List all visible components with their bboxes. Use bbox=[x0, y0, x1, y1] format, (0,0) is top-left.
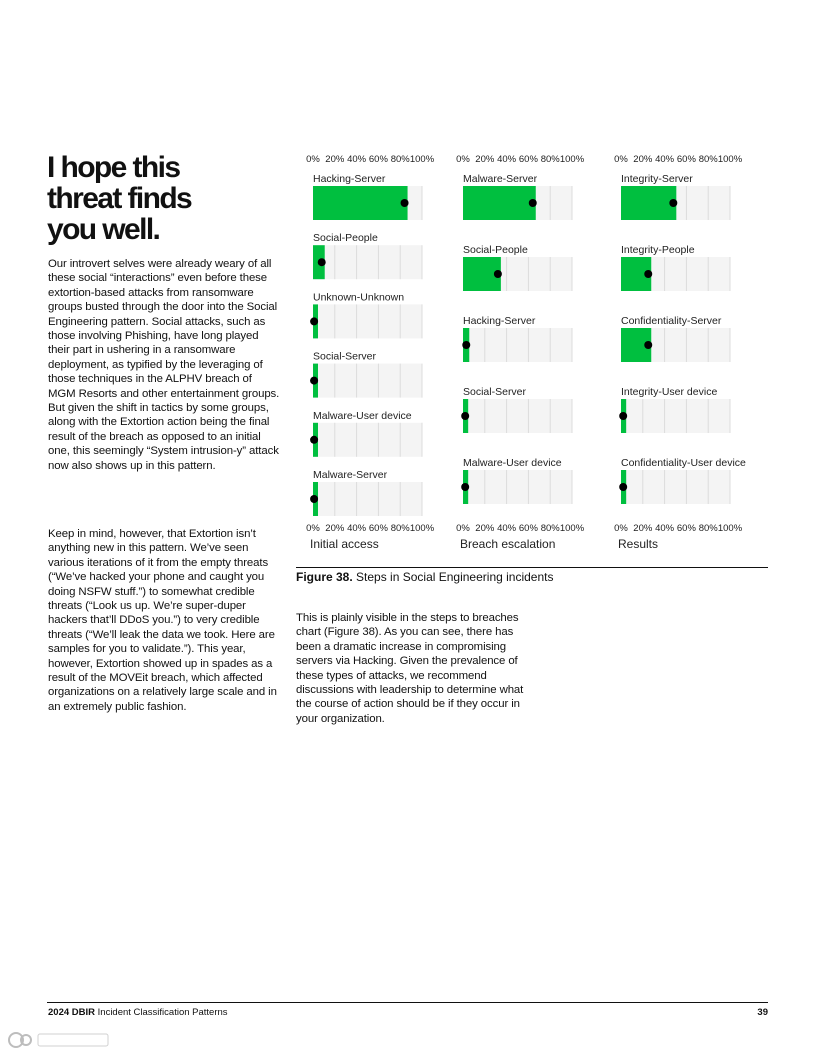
category-label: Confidentiality-User device bbox=[621, 457, 746, 469]
bar-background bbox=[313, 482, 422, 516]
x-tick-label: 80% bbox=[390, 523, 410, 534]
data-point bbox=[310, 377, 318, 385]
bar-background bbox=[313, 304, 422, 338]
chart-description: This is plainly visible in the steps to breaches chart (Figure 38). As you can see, there has been a dramatic increase in compromising servers via Hacking. Given the prevalence of these types of attacks, we recommend discussions with leadership to determine what the course of action should be if they occur in your organization. bbox=[296, 612, 524, 725]
x-tick-label: 80% bbox=[698, 154, 718, 165]
figure-caption bbox=[296, 570, 554, 584]
bar-background bbox=[621, 399, 730, 433]
x-tick-label: 20% bbox=[633, 154, 653, 165]
category-label: Malware-Server bbox=[463, 173, 538, 185]
x-tick-label: 40% bbox=[347, 523, 367, 534]
panel-title: Results bbox=[618, 537, 659, 551]
category-label: Integrity-People bbox=[621, 244, 695, 256]
x-tick-label: 60% bbox=[518, 154, 538, 165]
x-tick-label: 20% bbox=[475, 523, 495, 534]
category-label: Confidentiality-Server bbox=[621, 315, 722, 327]
x-tick-label: 40% bbox=[655, 523, 675, 534]
x-tick-label: 0% bbox=[306, 154, 320, 165]
heading-line-2: threat finds bbox=[47, 182, 192, 215]
x-tick-label: 100% bbox=[409, 523, 435, 534]
data-point bbox=[318, 258, 326, 266]
x-tick-label: 20% bbox=[325, 154, 345, 165]
footer bbox=[48, 1007, 228, 1018]
x-tick-label: 80% bbox=[540, 523, 560, 534]
data-point bbox=[401, 199, 409, 207]
data-point bbox=[461, 412, 469, 420]
panel-title: Breach escalation bbox=[460, 537, 556, 551]
bar bbox=[621, 186, 676, 220]
figure-rule bbox=[296, 567, 768, 568]
bar bbox=[313, 186, 408, 220]
category-label: Hacking-Server bbox=[313, 173, 386, 185]
x-tick-label: 100% bbox=[559, 154, 585, 165]
x-tick-label: 60% bbox=[368, 154, 388, 165]
steps-chart bbox=[290, 148, 770, 558]
data-point bbox=[461, 483, 469, 491]
bar-background bbox=[463, 399, 572, 433]
x-tick-label: 0% bbox=[456, 154, 470, 165]
x-tick-label: 40% bbox=[655, 154, 675, 165]
category-label: Social-People bbox=[463, 244, 528, 256]
x-tick-label: 80% bbox=[390, 154, 410, 165]
x-tick-label: 0% bbox=[614, 523, 628, 534]
bar-background bbox=[621, 470, 730, 504]
data-point bbox=[310, 317, 318, 325]
intro-paragraph-2: Keep in mind, however, that Extortion isn’t anything new in this pattern. We’ve seen various iterations of it from the empty threats (“We’ve hacked your phone and caught you doing NSFW stuff.”) to somewhat credible threats (“Look us up. We’re super-duper hackers that’ll DDoS you.”) to very credible threats (“We’ll leak the data we took. Here are samples for you to validate.”). This year, however, Extortion showed up in spades as a result of the MOVEit breach, which affected organizations on a relatively large scale and in an extremely public fashion. bbox=[48, 528, 277, 713]
x-tick-label: 20% bbox=[475, 154, 495, 165]
x-tick-label: 20% bbox=[325, 523, 345, 534]
x-tick-label: 100% bbox=[717, 154, 743, 165]
figure-caption-text: Steps in Social Engineering incidents bbox=[356, 570, 554, 584]
footer-report: 2024 DBIR bbox=[48, 1007, 95, 1018]
bar-background bbox=[463, 470, 572, 504]
footer-rule bbox=[47, 1002, 768, 1003]
bar-background bbox=[313, 364, 422, 398]
heading-line-1: I hope this bbox=[47, 151, 180, 184]
x-tick-label: 0% bbox=[456, 523, 470, 534]
panel-title: Initial access bbox=[310, 537, 379, 551]
data-point bbox=[529, 199, 537, 207]
data-point bbox=[462, 341, 470, 349]
bar-background bbox=[313, 423, 422, 457]
category-label: Social-Server bbox=[313, 350, 377, 363]
bar-background bbox=[463, 328, 572, 362]
x-tick-label: 100% bbox=[409, 154, 435, 165]
x-tick-label: 20% bbox=[633, 523, 653, 534]
category-label: Malware-User device bbox=[463, 457, 562, 469]
category-label: Malware-Server bbox=[313, 469, 388, 481]
watermark-logo-icon bbox=[6, 1028, 116, 1052]
category-label: Social-People bbox=[313, 232, 378, 245]
category-label: Malware-User device bbox=[313, 409, 412, 422]
category-label: Unknown-Unknown bbox=[313, 291, 405, 304]
x-tick-label: 60% bbox=[676, 154, 696, 165]
x-tick-label: 100% bbox=[717, 523, 743, 534]
data-point bbox=[644, 270, 652, 278]
bar bbox=[463, 186, 536, 220]
heading-line-3: you well. bbox=[47, 213, 160, 246]
category-label: Hacking-Server bbox=[463, 315, 536, 327]
x-tick-label: 0% bbox=[614, 154, 628, 165]
x-tick-label: 100% bbox=[559, 523, 585, 534]
page-heading bbox=[47, 152, 277, 245]
data-point bbox=[619, 412, 627, 420]
x-tick-label: 60% bbox=[676, 523, 696, 534]
category-label: Social-Server bbox=[463, 386, 527, 398]
data-point bbox=[494, 270, 502, 278]
x-tick-label: 80% bbox=[540, 154, 560, 165]
data-point bbox=[644, 341, 652, 349]
x-tick-label: 40% bbox=[497, 154, 517, 165]
data-point bbox=[619, 483, 627, 491]
x-tick-label: 40% bbox=[347, 154, 367, 165]
category-label: Integrity-User device bbox=[621, 386, 718, 398]
data-point bbox=[310, 495, 318, 503]
intro-paragraph-1: Our introvert selves were already weary of all these social “interactions” even before these extortion-based attacks from ransomware groups busted through the door into the Social Engineering pattern. Social attacks, such as those involving Phishing, have long played their part in ushering in a ransomware deployment, as typified by the leveraging of those techniques in the ALPHV breach of MGM Resorts and other entertainment groups. But given the shift in tactics by some groups, along with the Extortion action being the final result of the breach as opposed to an initial one, this seemingly “System intrusion-y” attack now also shows up in this pattern. bbox=[48, 258, 280, 472]
data-point bbox=[669, 199, 677, 207]
x-tick-label: 80% bbox=[698, 523, 718, 534]
footer-section: Incident Classification Patterns bbox=[97, 1007, 228, 1018]
category-label: Integrity-Server bbox=[621, 173, 693, 185]
x-tick-label: 40% bbox=[497, 523, 517, 534]
x-tick-label: 0% bbox=[306, 523, 320, 534]
bar-background bbox=[313, 245, 422, 279]
page-number: 39 bbox=[757, 1007, 768, 1018]
figure-label: Figure 38. bbox=[296, 570, 353, 584]
x-tick-label: 60% bbox=[368, 523, 388, 534]
x-tick-label: 60% bbox=[518, 523, 538, 534]
data-point bbox=[310, 436, 318, 444]
